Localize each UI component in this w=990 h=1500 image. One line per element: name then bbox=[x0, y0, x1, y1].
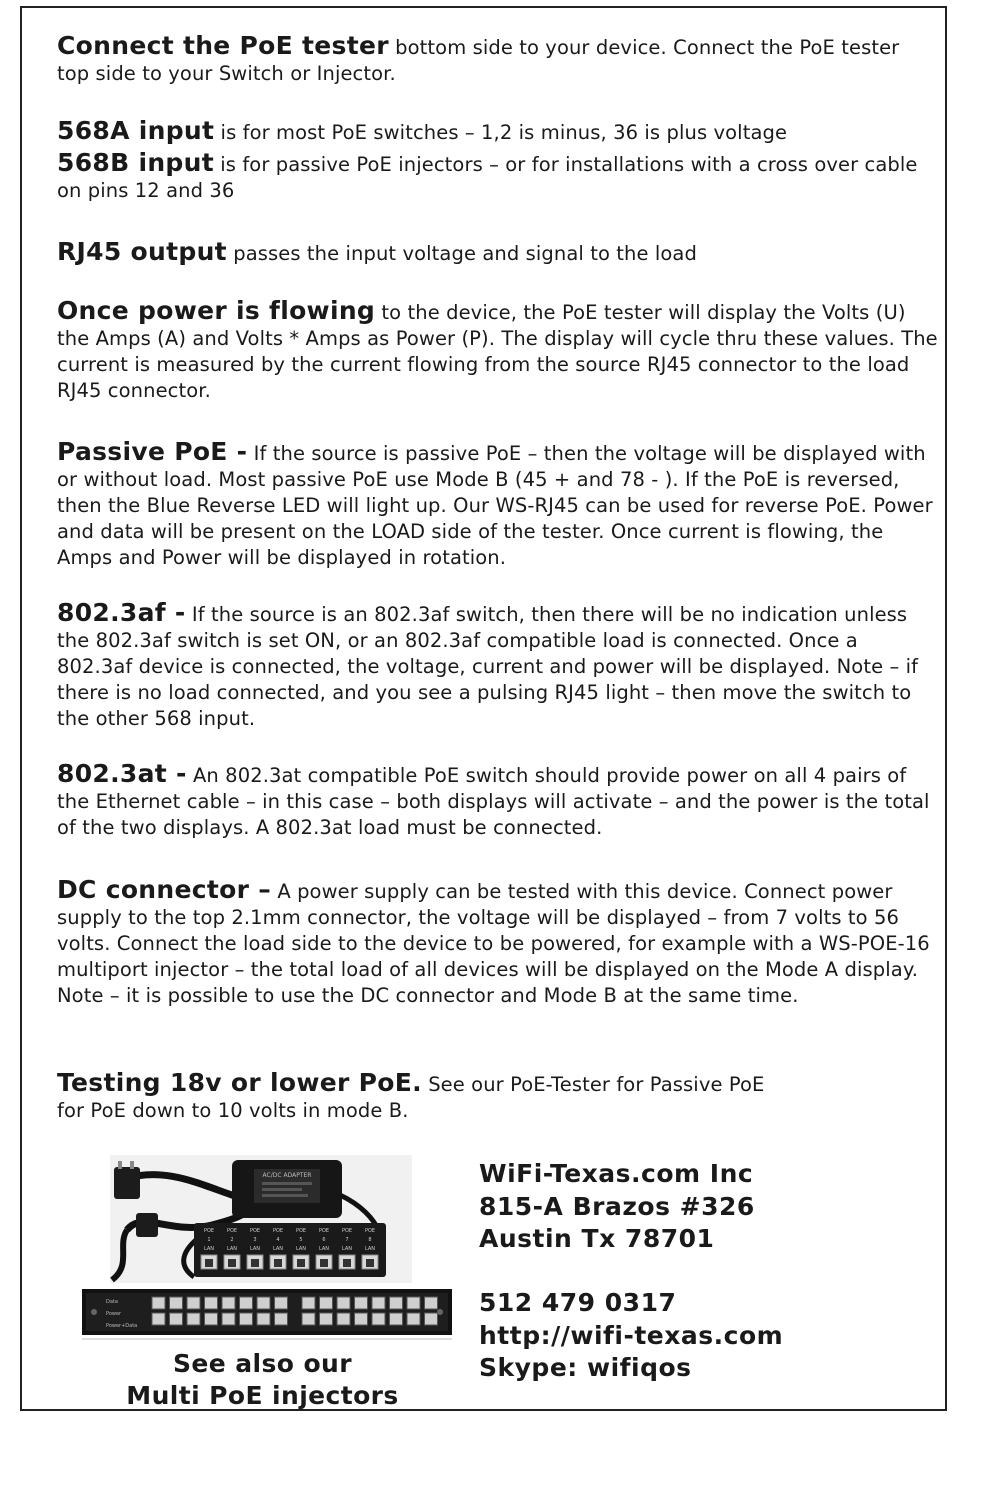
text-testing-18v: See our PoE-Tester for Passive PoE for PoE down to 10 volts in mode B. bbox=[57, 1073, 765, 1122]
section-568a bbox=[57, 118, 942, 146]
heading-568b: 568B input bbox=[57, 148, 214, 177]
rack-rj45-port bbox=[372, 1313, 385, 1325]
injector-rj45-socket bbox=[274, 1259, 282, 1267]
rack-rj45-port bbox=[170, 1297, 183, 1309]
text-8023at: An 802.3at compatible PoE switch should provide power on all 4 pairs of the Ethernet cable – in this case – both displays will activate – and the power is the total of the two displays. A 802.3at load must be connected. bbox=[57, 764, 930, 839]
rack-rj45-port bbox=[170, 1313, 183, 1325]
rack-rj45-port bbox=[407, 1297, 420, 1309]
rack-rj45-port bbox=[222, 1297, 235, 1309]
heading-dc-connector: DC connector – bbox=[57, 875, 272, 904]
injector-port-number: 8 bbox=[368, 1237, 372, 1243]
rack-rj45-port bbox=[425, 1313, 438, 1325]
rack-rj45-port bbox=[187, 1297, 200, 1309]
rack-rj45-port bbox=[355, 1313, 368, 1325]
rack-rj45-port bbox=[257, 1313, 270, 1325]
injector-lan-label: LAN bbox=[341, 1246, 353, 1252]
injector-poe-label: POE bbox=[203, 1228, 215, 1234]
rack-rj45-port bbox=[390, 1313, 403, 1325]
rack-rj45-port bbox=[337, 1297, 350, 1309]
injector-poe-label: POE bbox=[272, 1228, 284, 1234]
injector-port-number: 3 bbox=[253, 1237, 257, 1243]
heading-connect: Connect the PoE tester bbox=[57, 31, 389, 60]
injector-lan-label: LAN bbox=[318, 1246, 330, 1252]
rack-rj45-port bbox=[275, 1297, 288, 1309]
rack-rj45-port bbox=[205, 1313, 218, 1325]
injector-rj45-socket bbox=[205, 1259, 213, 1267]
section-dc-connector bbox=[57, 877, 942, 1009]
injector-poe-label: POE bbox=[295, 1228, 307, 1234]
rack-rj45-port bbox=[187, 1313, 200, 1325]
rack-rj45-port bbox=[390, 1297, 403, 1309]
injector-rj45-socket bbox=[297, 1259, 305, 1267]
rack-rj45-port bbox=[275, 1313, 288, 1325]
rack-rj45-port bbox=[302, 1313, 315, 1325]
injector-rj45-socket bbox=[343, 1259, 351, 1267]
injector-lan-label: LAN bbox=[226, 1246, 238, 1252]
heading-8023af: 802.3af - bbox=[57, 598, 186, 627]
heading-rj45: RJ45 output bbox=[57, 237, 227, 266]
rack-rj45-port bbox=[320, 1313, 333, 1325]
text-power-flowing: to the device, the PoE tester will display the Volts (U) the Amps (A) and Volts * Amps as Power (P). The display will cycle thru these values. The current is measured by the current flowing from the source RJ45 connector to the load RJ45 connector. bbox=[57, 301, 938, 402]
heading-power-flowing: Once power is flowing bbox=[57, 296, 376, 325]
caption-line-1: See also our bbox=[173, 1349, 352, 1378]
address-line-1: 815-A Brazos #326 bbox=[479, 1191, 755, 1221]
injector-lan-label: LAN bbox=[249, 1246, 261, 1252]
injector-port-number: 2 bbox=[230, 1237, 234, 1243]
text-568a: is for most PoE switches – 1,2 is minus, 36 is plus voltage bbox=[214, 121, 788, 144]
company-name: WiFi-Texas.com Inc bbox=[479, 1159, 754, 1188]
injector-lan-label: LAN bbox=[295, 1246, 307, 1252]
injector-lan-label: LAN bbox=[272, 1246, 284, 1252]
rack-rj45-port bbox=[240, 1313, 253, 1325]
injector-poe-label: POE bbox=[318, 1228, 330, 1234]
injector-port-number: 4 bbox=[276, 1237, 280, 1243]
text-passive-poe: If the source is passive PoE – then the voltage will be displayed with or without load. Most passive PoE use Mode B (45 + and 78 - ). If the PoE is reversed, then the Blue Reverse LED will light up. Our WS-RJ45 can be used for reverse PoE. Power and data will be present on the LOAD side of the tester. Once current is flowing, the Amps and Power will be displayed in rotation. bbox=[57, 442, 933, 569]
rack-rj45-port bbox=[320, 1297, 333, 1309]
caption-line-2: Multi PoE injectors bbox=[126, 1381, 399, 1410]
rack-label-power-data: Power+Data bbox=[106, 1323, 138, 1329]
injector-rj45-socket bbox=[251, 1259, 259, 1267]
text-connect: bottom side to your device. Connect the PoE tester top side to your Switch or Injector. bbox=[57, 36, 900, 85]
rack-rj45-port bbox=[407, 1313, 420, 1325]
injector-rj45-socket bbox=[366, 1259, 374, 1267]
section-568b bbox=[57, 150, 927, 204]
website-link[interactable]: http://wifi-texas.com bbox=[479, 1320, 784, 1350]
section-rj45 bbox=[57, 239, 942, 267]
injector-poe-label: POE bbox=[226, 1228, 238, 1234]
section-connect bbox=[57, 33, 907, 87]
rack-rj45-port bbox=[355, 1297, 368, 1309]
section-testing-18v bbox=[57, 1070, 787, 1124]
heading-8023at: 802.3at - bbox=[57, 759, 187, 788]
heading-testing-18v: Testing 18v or lower PoE. bbox=[57, 1068, 422, 1097]
heading-passive-poe: Passive PoE - bbox=[57, 437, 248, 466]
rack-rj45-port bbox=[152, 1297, 165, 1309]
text-dc-connector: A power supply can be tested with this device. Connect power supply to the top 2.1mm connector, the voltage will be displayed – from 7 volts to 56 volts. Connect the load side to the device to be powered, for example with a WS-POE-16 multiport injector – the total load of all devices will be displayed on the Mode A display. Note – it is possible to use the DC connector and Mode B at the same time. bbox=[57, 880, 930, 1007]
rack-rj45-port bbox=[152, 1313, 165, 1325]
injector-poe-label: POE bbox=[364, 1228, 376, 1234]
injector-poe-label: POE bbox=[249, 1228, 261, 1234]
caption bbox=[85, 1348, 440, 1412]
adapter-label: AC/DC ADAPTER bbox=[262, 1172, 312, 1179]
rack-rj45-port bbox=[205, 1297, 218, 1309]
text-8023af: If the source is an 802.3af switch, then there will be no indication unless the 802.3af switch is set ON, or an 802.3af compatible load is connected. Once a 802.3af device is connected, the voltage, current and power will be displayed. Note – if there is no load connected, and you see a pulsing RJ45 light – then move the switch to the other 568 input. bbox=[57, 603, 919, 730]
section-8023at bbox=[57, 761, 942, 841]
section-8023af bbox=[57, 600, 927, 732]
injector-lan-label: LAN bbox=[364, 1246, 376, 1252]
poe-injector-photo bbox=[82, 1155, 452, 1340]
rack-rj45-port bbox=[372, 1297, 385, 1309]
rack-label-data: Data bbox=[106, 1299, 118, 1305]
rack-rj45-port bbox=[337, 1313, 350, 1325]
rack-rj45-port bbox=[302, 1297, 315, 1309]
section-passive-poe bbox=[57, 439, 942, 571]
injector-port-number: 1 bbox=[207, 1237, 211, 1243]
injector-lan-label: LAN bbox=[203, 1246, 215, 1252]
text-568b: is for passive PoE injectors – or for installations with a cross over cable on pins 12 and 36 bbox=[57, 153, 918, 202]
text-rj45: passes the input voltage and signal to the load bbox=[226, 242, 697, 265]
heading-568a: 568A input bbox=[57, 116, 215, 145]
injector-rj45-socket bbox=[320, 1259, 328, 1267]
rack-rj45-port bbox=[257, 1297, 270, 1309]
injector-poe-label: POE bbox=[341, 1228, 353, 1234]
injector-rj45-socket bbox=[228, 1259, 236, 1267]
section-power-flowing bbox=[57, 298, 942, 404]
skype-id: Skype: wifiqos bbox=[479, 1353, 692, 1382]
phone-number: 512 479 0317 bbox=[479, 1288, 677, 1317]
contact-address bbox=[479, 1158, 755, 1256]
rack-rj45-port bbox=[222, 1313, 235, 1325]
injector-port-number: 5 bbox=[299, 1237, 303, 1243]
injector-port-number: 7 bbox=[345, 1237, 349, 1243]
contact-details bbox=[479, 1287, 783, 1385]
rack-label-power: Power bbox=[106, 1311, 122, 1317]
injector-port-number: 6 bbox=[322, 1237, 326, 1243]
rack-rj45-port bbox=[425, 1297, 438, 1309]
rack-rj45-port bbox=[240, 1297, 253, 1309]
address-line-2: Austin Tx 78701 bbox=[479, 1224, 715, 1253]
